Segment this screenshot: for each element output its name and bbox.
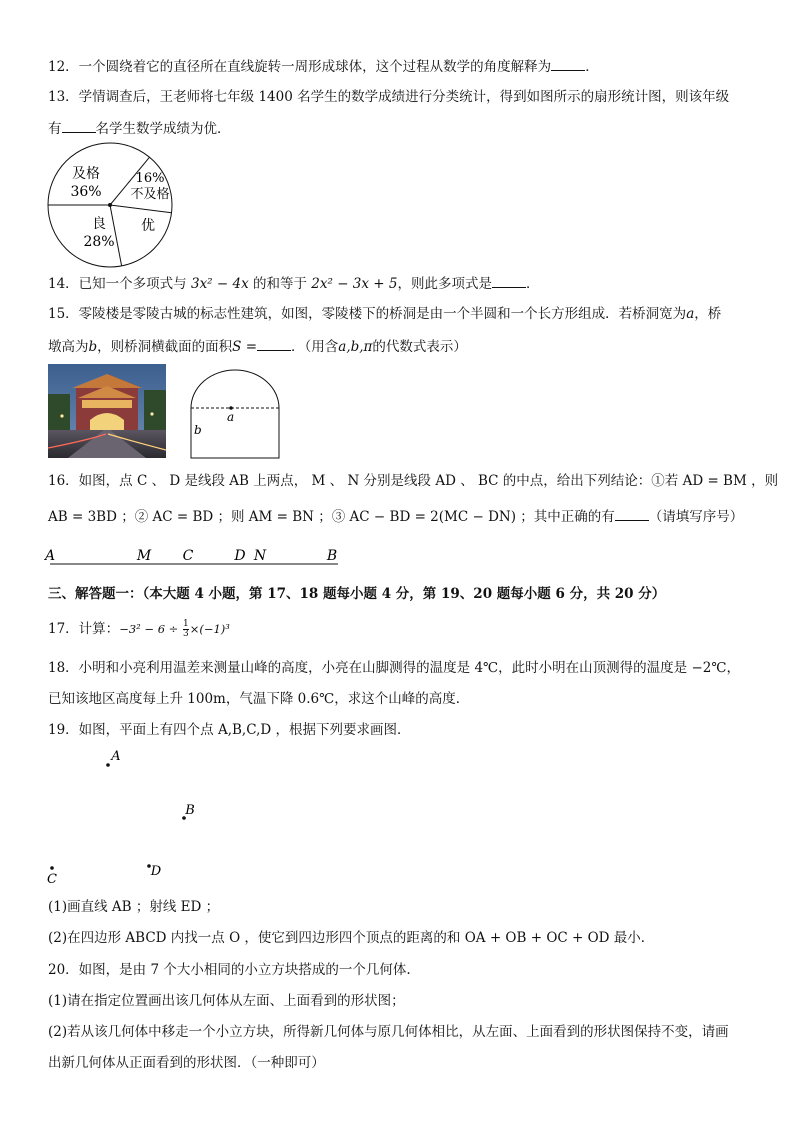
q15-answer-blank[interactable] (257, 337, 291, 351)
q12-end: ． (585, 59, 599, 75)
q13-post: 名学生数学成绩为优． (95, 121, 231, 137)
q15-line2-post: ．（用含 (291, 339, 339, 355)
q14-pre: 14．已知一个多项式与 (48, 276, 191, 292)
pie-slice-value-0: 36% (70, 184, 102, 200)
segment-point-C: C (182, 548, 194, 564)
q17-pre: 17．计算： (48, 621, 120, 637)
q15-line2-pre: 墩高为 (48, 339, 89, 355)
segment-point-B: B (326, 548, 338, 564)
q16-line2-end: （请填写序号） (648, 509, 744, 525)
question-14 (48, 274, 540, 293)
section-3-title: 三、解答题一：（本大题 4 小题，第 17、18 题每小题 4 分，第 19、20 题每小题 6 分，共 20 分） (48, 586, 666, 602)
question-19-sub2: (2)在四边形 ABCD 内找一点 O ，使它到四边形四个顶点的距离的和 OA + OB + OC + OD 最小． (48, 930, 655, 946)
q17-frac-den: 3 (182, 629, 189, 639)
segment-point-N: N (253, 548, 267, 564)
q12-text: 12．一个圆绕着它的直径所在直线旋转一周形成球体，这个过程从数学的角度解释为 (48, 59, 552, 75)
question-18-line1: 18．小明和小亮利用温差来测量山峰的高度，小亮在山脚测得的温度是 4℃，此时小明在山顶测得的温度是 −2℃， (48, 660, 740, 676)
pie-slice-value-1: 16% (135, 171, 165, 186)
bridge-label-b: b (194, 423, 202, 437)
question-16-line2 (48, 507, 743, 526)
point-label-A: A (111, 749, 121, 764)
question-20-sub2-line1: (2)若从该几何体中移走一个小立方块，所得新几何体与原几何体相比，从左面、上面看到的形状图保持不变，请画 (48, 1024, 729, 1040)
point-dot-A (106, 763, 110, 767)
bridge-label-a: a (227, 410, 235, 424)
q17-frac-num: 1 (182, 619, 189, 629)
segment-figure (44, 546, 348, 572)
q14-post: ，则此多项式是 (397, 276, 492, 292)
question-12 (48, 57, 599, 76)
point-label-D: D (150, 864, 162, 879)
pie-slice-label-0: 及格 (72, 166, 100, 182)
q15-vars: a,b,π (338, 339, 373, 355)
q16-line2: AB = 3BD ；② AC = BD ；则 AM = BN ；③ AC − BD = 2(MC − DN) ；其中正确的有 (48, 509, 615, 525)
question-13-line2 (48, 119, 231, 138)
segment-point-D: D (234, 548, 246, 564)
segment-point-M: M (136, 548, 152, 564)
q15-var-s: S = (232, 339, 258, 355)
pie-chart (46, 150, 176, 260)
q15-line2-mid: ，则桥洞横截面的面积 (97, 339, 233, 355)
question-17 (48, 620, 230, 639)
q14-expr2: 2x² − 3x + 5 (311, 276, 398, 292)
four-points-figure (44, 748, 204, 888)
question-16-line1: 16．如图，点 C 、 D 是线段 AB 上两点， M 、 N 分别是线段 AD 、 BC 的中点，给出下列结论：①若 AD = BM ，则 (48, 473, 779, 489)
pie-divider-2 (110, 205, 172, 213)
q14-mid: 的和等于 (248, 276, 312, 292)
question-18-line2: 已知该地区高度每上升 100m，气温下降 0.6℃，求这个山峰的高度． (48, 691, 470, 707)
q14-answer-blank[interactable] (492, 274, 526, 288)
q12-answer-blank[interactable] (551, 57, 585, 71)
question-13-line1: 13．学情调查后，王老师将七年级 1400 名学生的数学成绩进行分类统计，得到如图所示的扇形统计图，则该年级 (48, 89, 730, 105)
q15-var-a: a (686, 306, 695, 322)
q15-var-b: b (88, 339, 98, 355)
point-label-B: B (185, 803, 195, 818)
q15-line1-end: ，桥 (694, 306, 722, 322)
pie-slice-label-2: 优 (141, 218, 155, 234)
q15-line1: 15．零陵楼是零陵古城的标志性建筑，如图，零陵楼下的桥洞是由一个半圆和一个长方形组成．若桥洞宽为 (48, 306, 687, 322)
q17-expr: −3² − 6 ÷ (119, 622, 182, 636)
question-15-line2 (48, 337, 467, 356)
point-label-C: C (47, 872, 57, 887)
q14-end: ． (526, 276, 540, 292)
point-dot-C (50, 866, 54, 870)
pie-slice-label-1: 不及格 (130, 187, 170, 202)
q13-pre: 有 (48, 121, 62, 137)
question-20-sub1: (1)请在指定位置画出该几何体从左面、上面看到的形状图； (48, 993, 405, 1009)
pie-slice-value-3: 28% (83, 234, 115, 250)
q17-fraction (183, 620, 189, 639)
q14-expr1: 3x² − 4x (190, 276, 249, 292)
lingling-tower-photo (48, 364, 166, 458)
q16-answer-blank[interactable] (615, 507, 649, 521)
q15-line2-end: 的代数式表示） (372, 339, 467, 355)
pie-center (108, 203, 112, 207)
bridge-figure (190, 368, 280, 460)
segment-point-A: A (44, 548, 56, 564)
question-19-sub1: (1)画直线 AB ；射线 ED ； (48, 899, 220, 915)
pie-slice-label-3: 良 (92, 216, 106, 232)
question-20-sub2-line2: 出新几何体从正面看到的形状图．（一种即可） (48, 1055, 325, 1071)
question-15-line1 (48, 305, 721, 323)
q17-tail: ×(−1)³ (189, 622, 230, 636)
question-19-line1: 19．如图，平面上有四个点 A,B,C,D ，根据下列要求画图． (48, 722, 411, 738)
q13-answer-blank[interactable] (62, 119, 96, 133)
question-20-line1: 20．如图，是由 7 个大小相同的小立方块搭成的一个几何体. (48, 962, 411, 978)
